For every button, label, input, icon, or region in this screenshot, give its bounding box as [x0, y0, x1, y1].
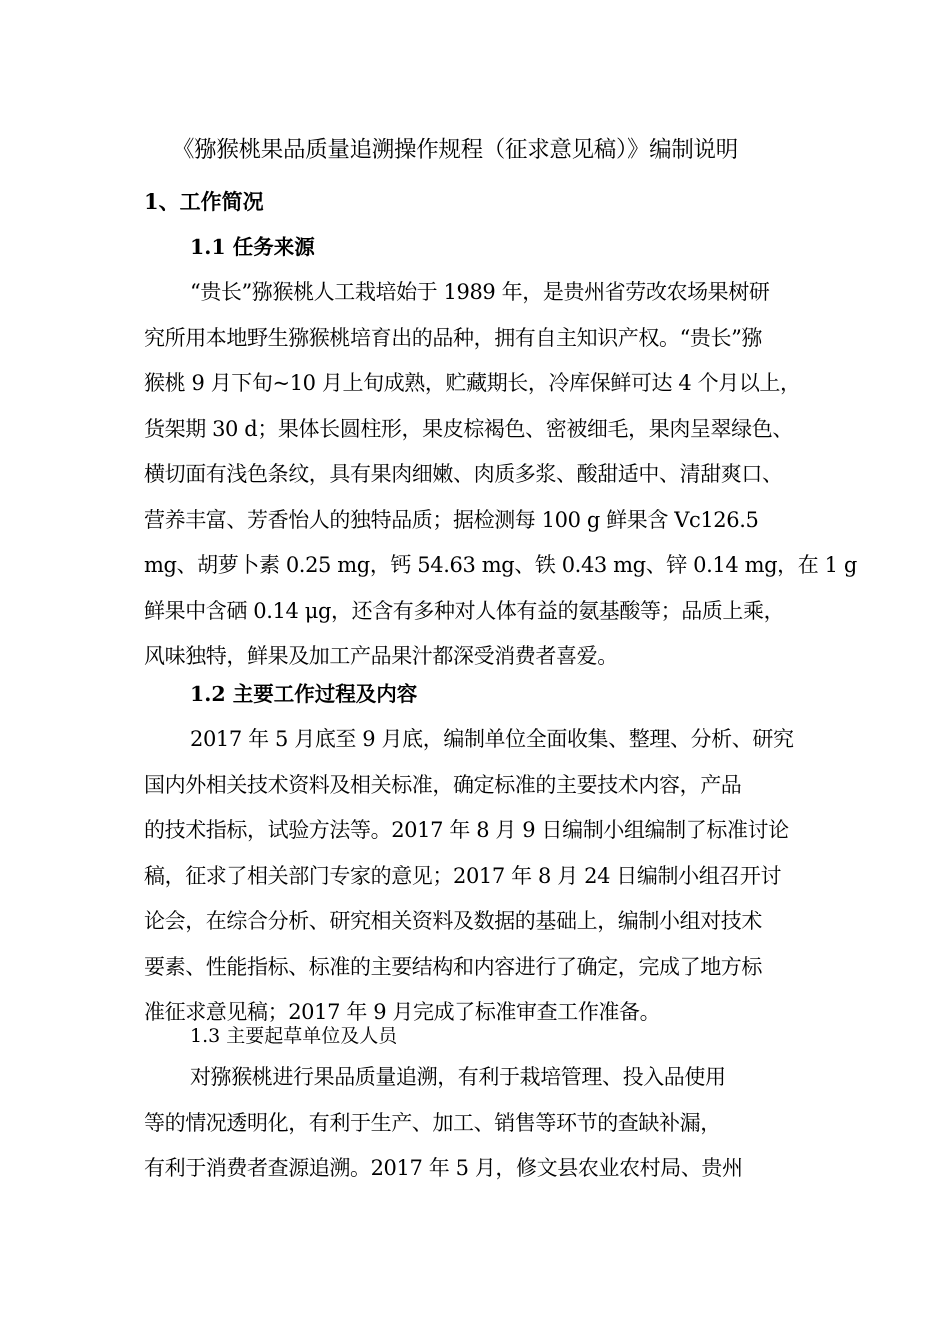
- paragraph-line: 准征求意见稿；2017 年 9 月完成了标准审查工作准备。: [144, 1000, 661, 1024]
- paragraph-line: 对猕猴桃进行果品质量追溯，有利于栽培管理、投入品使用: [190, 1065, 726, 1089]
- paragraph-line: 稿，征求了相关部门专家的意见；2017 年 8 月 24 日编制小组召开讨: [144, 863, 782, 888]
- section-1-3-paragraph: [144, 1055, 816, 1192]
- paragraph-line: 的技术指标，试验方法等。2017 年 8 月 9 日编制小组编制了标准讨论: [144, 818, 789, 842]
- paragraph-line: “贵长”猕猴桃人工栽培始于 1989 年，是贵州省劳改农场果树研: [190, 280, 770, 304]
- paragraph-line: 风味独特，鲜果及加工产品果汁都深受消费者喜爱。: [144, 644, 618, 668]
- section-1-2-paragraph: [144, 717, 816, 1036]
- paragraph-line: mg、胡萝卜素 0.25 mg，钙 54.63 mg、铁 0.43 mg、锌 0.14 mg，在 1 g: [144, 553, 857, 577]
- paragraph-line: 等的情况透明化，有利于生产、加工、销售等环节的查缺补漏，: [144, 1110, 721, 1135]
- section-1-3-heading: 1.3 主要起草单位及人员: [190, 1025, 398, 1047]
- paragraph-line: 要素、性能指标、标准的主要结构和内容进行了确定，完成了地方标: [144, 954, 762, 979]
- paragraph-line: 货架期 30 d；果体长圆柱形，果皮棕褐色、密被细毛，果肉呈翠绿色、: [144, 416, 793, 441]
- paragraph-line: 2017 年 5 月底至 9 月底，编制单位全面收集、整理、分析、研究: [190, 727, 794, 751]
- paragraph-line: 横切面有浅色条纹，具有果肉细嫩、肉质多浆、酸甜适中、清甜爽口、: [144, 462, 783, 486]
- paragraph-line: 究所用本地野生猕猴桃培育出的品种，拥有自主知识产权。“贵长”猕: [144, 325, 763, 350]
- section-1-1-paragraph: [144, 270, 857, 680]
- paragraph-line: 有利于消费者查源追溯。2017 年 5 月，修文县农业农村局、贵州: [144, 1156, 743, 1180]
- section-1-2-heading: 1.2 主要工作过程及内容: [190, 682, 418, 706]
- paragraph-line: 国内外相关技术资料及相关标准，确定标准的主要技术内容，产品: [144, 772, 742, 797]
- section-1-heading: 1、工作简况: [144, 189, 264, 214]
- paragraph-line: 鲜果中含硒 0.14 μg，还含有多种对人体有益的氨基酸等；品质上乘，: [144, 598, 785, 623]
- paragraph-line: 营养丰富、芳香怡人的独特品质；据检测每 100 g 鲜果含 Vc126.5: [144, 507, 759, 532]
- paragraph-line: 论会，在综合分析、研究相关资料及数据的基础上，编制小组对技术: [144, 909, 762, 933]
- paragraph-line: 猴桃 9 月下旬~10 月上旬成熟，贮藏期长，冷库保鲜可达 4 个月以上，: [144, 371, 801, 395]
- section-1-1-heading: 1.1 任务来源: [190, 235, 315, 259]
- document-title: 《猕猴桃果品质量追溯操作规程（征求意见稿）》编制说明: [172, 137, 738, 163]
